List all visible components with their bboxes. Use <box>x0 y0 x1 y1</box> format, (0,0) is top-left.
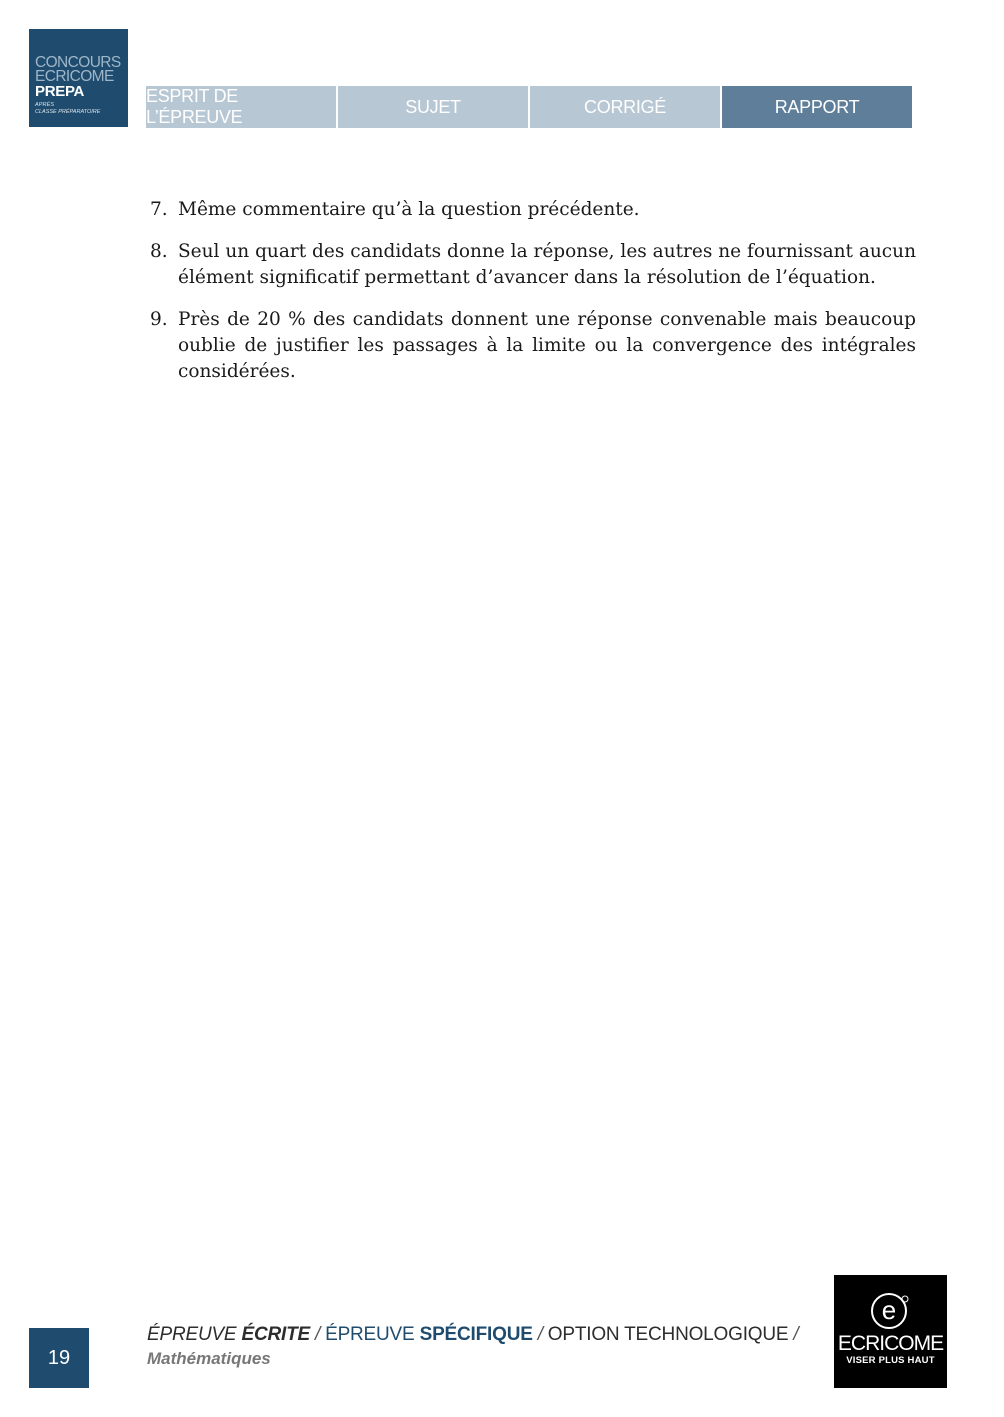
tab-esprit[interactable]: ESPRIT DE L’ÉPREUVE <box>146 86 336 128</box>
tab-corrige[interactable]: CORRIGÉ <box>530 86 720 128</box>
list-item <box>150 307 916 385</box>
logo-classe-text: CLASSE PRÉPARATOIRE <box>35 109 101 115</box>
ecricome-e-icon <box>869 1291 913 1331</box>
item-number: 9. <box>150 309 168 330</box>
logo-ecricome-text: ECRICOME <box>35 68 114 85</box>
tab-rapport[interactable]: RAPPORT <box>722 86 912 128</box>
logo-apres-text: APRÈS <box>35 102 55 108</box>
footer-separator: / <box>315 1324 321 1345</box>
footer-separator: / <box>537 1324 543 1345</box>
footer-subject: Mathématiques <box>147 1349 271 1368</box>
item-number: 7. <box>150 199 168 220</box>
footer-separator: / <box>793 1324 799 1345</box>
brand-slogan: VISER PLUS HAUT <box>846 1355 935 1366</box>
footer-path <box>147 1322 803 1348</box>
footer-ecrite: ÉCRITE <box>241 1324 310 1345</box>
footer-option: OPTION TECHNOLOGIQUE <box>547 1324 789 1345</box>
item-text: Près de 20 % des candidats donnent une réponse convenable mais beaucoup oublie de justifier les passages à la limite ou la convergence des intégrales considérées. <box>178 309 916 382</box>
list-item <box>150 239 916 291</box>
report-content <box>150 197 916 401</box>
footer-breadcrumb <box>147 1322 803 1370</box>
logo-prepa-text: PREPA <box>35 83 85 100</box>
concours-logo <box>29 29 128 127</box>
section-tabs <box>146 86 914 128</box>
brand-name: ECRICOME <box>837 1332 944 1355</box>
ecricome-brand-logo <box>834 1275 947 1388</box>
item-text: Seul un quart des candidats donne la réponse, les autres ne fournissant aucun élément significatif permettant d’avancer dans la résolution de l’équation. <box>178 241 916 288</box>
list-item <box>150 197 916 223</box>
svg-text:e: e <box>881 1295 896 1325</box>
footer-epreuve-2: ÉPREUVE <box>325 1324 415 1345</box>
footer-epreuve: ÉPREUVE <box>147 1324 237 1345</box>
item-number: 8. <box>150 241 168 262</box>
tab-sujet[interactable]: SUJET <box>338 86 528 128</box>
footer-specifique: SPÉCIFIQUE <box>419 1324 533 1345</box>
logo-concours-text: CONCOURS <box>35 54 121 71</box>
item-text: Même commentaire qu’à la question précédente. <box>178 199 640 220</box>
page-number: 19 <box>29 1328 89 1388</box>
